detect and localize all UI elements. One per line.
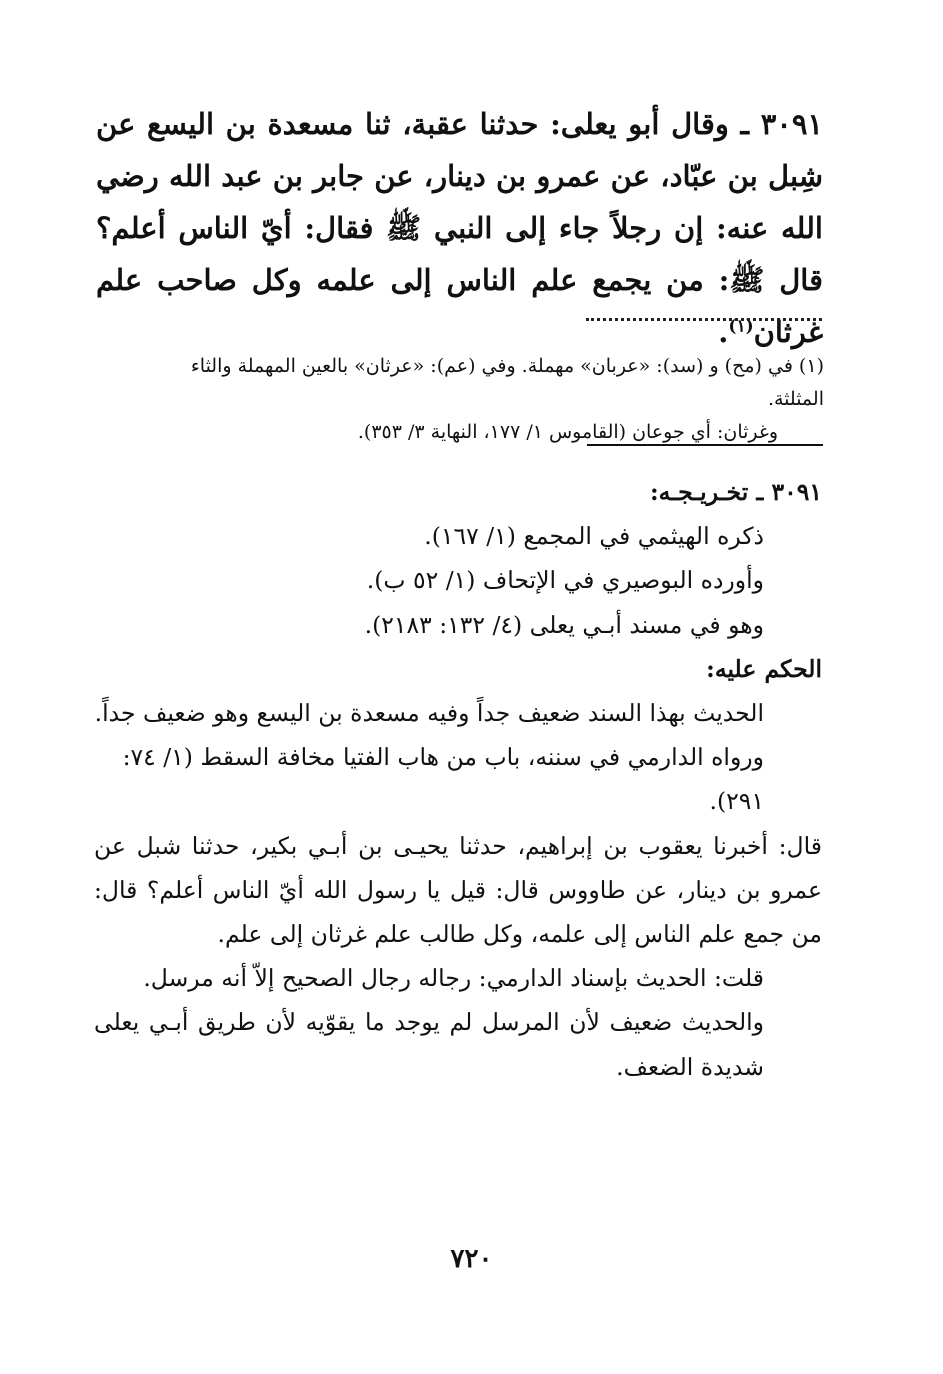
ruling-paragraph-1: الحديث بهذا السند ضعيف جداً وفيه مسعدة بن اليسع وهو ضعيف جداً. (94, 699, 764, 728)
takhrij-line-3: وهو في مسند أبـي يعلى (٤/ ١٣٢: ٢١٨٣). (364, 610, 764, 639)
hadith-end-mark: . (718, 315, 729, 349)
footnote-line-1: (١) في (مح) و (سد): «عربان» مهملة. وفي (عم): «عرثان» بالعين المهملة والثاء المثلثة. (190, 355, 824, 410)
hadith-number: ٣٠٩١ ـ (740, 107, 823, 141)
takhrij-section (94, 470, 822, 1089)
takhrij-line-2: وأورده البوصيري في الإتحاف (١/ ٥٢ ب). (366, 566, 764, 595)
footnote-reference: (١) (728, 316, 754, 337)
hadith-body: وقال أبو يعلى: حدثنا عقبة، ثنا مسعدة بن اليسع عن شِبل بن عبّاد، عن عمرو بن دينار، عن جابر بن عبد الله رضي الله عنه: إن رجلاً جاء إلى النبي ﷺ فقال: أيّ الناس أعلم؟ قال ﷺ: من يجمع علم الناس إلى علمه وكل صاحب علم غرثان (96, 107, 823, 349)
page-number: ٧٢٠ (450, 1244, 493, 1274)
ruling-heading: الحكم عليه: (706, 654, 822, 683)
footnote-dotted-separator (586, 318, 822, 321)
footnotes-block (130, 350, 824, 449)
ruling-paragraph-4: قلت: الحديث بإسناد الدارمي: رجاله رجال الصحيح إلاّ أنه مرسل. (143, 964, 764, 993)
ruling-paragraph-2: ورواه الدارمي في سننه، باب من هاب الفتيا مخافة السقط (١/ ٧٤: ٢٩١). (122, 743, 764, 816)
footnote-line-2: وغرثان: أي جوعان (القاموس ١/ ١٧٧، النهاية ٣/ ٣٥٣). (357, 421, 778, 443)
section-separator-rule (587, 444, 823, 446)
ruling-paragraph-3: قال: أخبرنا يعقوب بن إبراهيم، حدثنا يحيـى بن أبـي بكير، حدثنا شبل عن عمرو بن دينار، عن طاووس قال: قيل يا رسول الله أيّ الناس أعلم؟ قال: من جمع علم الناس إلى علمه، وكل طالب علم غرثان إلى علم. (94, 831, 822, 949)
takhrij-heading: ٣٠٩١ ـ تخـريـجـه: (649, 478, 822, 506)
takhrij-line-1: ذكره الهيثمي في المجمع (١/ ١٦٧). (424, 522, 764, 551)
ruling-paragraph-5: والحديث ضعيف لأن المرسل لم يوجد ما يقوّيه لأن طريق أبـي يعلى شديدة الضعف. (94, 1008, 764, 1081)
